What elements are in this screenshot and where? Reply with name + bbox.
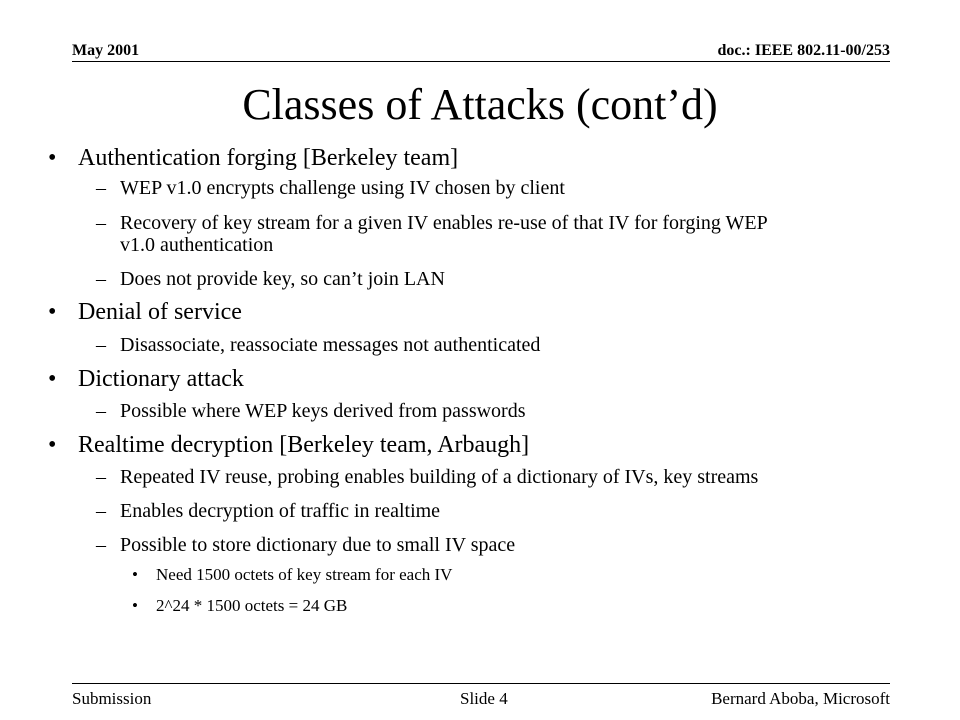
footer-submission: Submission	[72, 689, 152, 708]
bullet-denial-of-service: Denial of service	[78, 299, 242, 325]
footer-slide-number: Slide 4	[460, 689, 508, 708]
sub-disassociate: Disassociate, reassociate messages not authenticated	[120, 334, 541, 356]
sub-iv-reuse: Repeated IV reuse, probing enables building of a dictionary of IVs, key streams	[120, 466, 759, 488]
sub-sub-1500-octets: Need 1500 octets of key stream for each IV	[156, 565, 453, 584]
footer-author: Bernard Aboba, Microsoft	[711, 689, 890, 708]
bullet-dictionary-attack: Dictionary attack	[78, 366, 244, 392]
header-date: May 2001	[72, 42, 140, 59]
slide-title: Classes of Attacks (cont’d)	[242, 80, 718, 129]
dash-marker: –	[96, 500, 106, 522]
bullet-marker: •	[48, 299, 57, 325]
dash-marker: –	[96, 400, 106, 422]
bullet-marker: •	[48, 145, 57, 171]
dash-marker: –	[96, 334, 106, 356]
sub-recovery-line2: v1.0 authentication	[120, 234, 274, 256]
sub-decryption-realtime: Enables decryption of traffic in realtime	[120, 500, 441, 522]
bullet-marker: •	[132, 596, 138, 615]
sub-store-dictionary: Possible to store dictionary due to small IV space	[120, 534, 516, 556]
sub-no-key: Does not provide key, so can’t join LAN	[120, 268, 445, 290]
dash-marker: –	[96, 212, 106, 234]
dash-marker: –	[96, 268, 106, 290]
bullet-marker: •	[48, 366, 57, 392]
header-doc-id: doc.: IEEE 802.11-00/253	[717, 42, 890, 59]
bullet-marker: •	[48, 432, 57, 458]
sub-wep-passwords: Possible where WEP keys derived from passwords	[120, 400, 526, 422]
dash-marker: –	[96, 466, 106, 488]
footer-rule	[72, 683, 890, 684]
dash-marker: –	[96, 177, 106, 199]
bullet-authentication-forging: Authentication forging [Berkeley team]	[78, 145, 459, 171]
sub-recovery-line1: Recovery of key stream for a given IV enables re-use of that IV for forging WEP	[120, 212, 768, 234]
header-rule	[72, 61, 890, 62]
dash-marker: –	[96, 534, 106, 556]
sub-sub-24gb: 2^24 * 1500 octets = 24 GB	[156, 596, 348, 615]
bullet-realtime-decryption: Realtime decryption [Berkeley team, Arbaugh]	[78, 432, 530, 458]
bullet-marker: •	[132, 565, 138, 584]
sub-wep-encrypts: WEP v1.0 encrypts challenge using IV chosen by client	[120, 177, 565, 199]
